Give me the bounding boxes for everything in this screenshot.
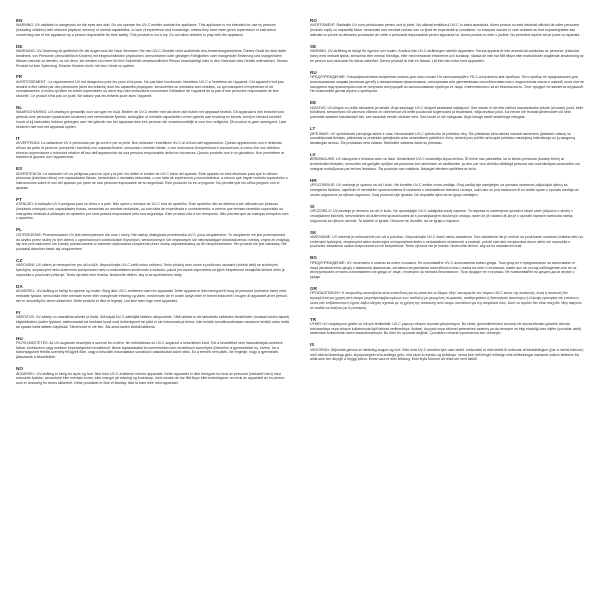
warning-text: AVERTISMENT: Radiațiile UV sunt periculoase pentru ochi și piele. Nu utilizați emițătorul UV-C în afara aparatului. Acest produs nu este destinat utilizării de către persoane (inclusiv copii) cu capacități fizice, senzoriale sau mentale reduse sau cu lipsă de experiență și cunoștințe, cu excepția cazului în care acestea au fost supravegheate sau instruite cu privire la utilizarea produsului de către o persoană responsabilă pentru siguranța lor. Acest produs nu este o jucărie. Nu permiteți copiilor să se joace cu aparatul.	[310, 23, 581, 37]
language-code: ES	[16, 166, 23, 172]
language-code: EN	[16, 18, 23, 23]
warning-block-ee	[310, 100, 584, 120]
language-code: SI	[310, 203, 315, 209]
language-code: NL	[16, 105, 23, 111]
warning-text: WAARSCHUWING: UV-straling is gevaarlijk voor uw ogen en huid. Bedien de UV-C emitter niet als deze zich buiten het apparaat bevindt. Dit apparaat is niet bedoeld voor gebruik door personen (waaronder kinderen) met verminderde fysieke, zintuiglijke of mentale capaciteiten of een gebrek aan ervaring en kennis, tenzij er iemand toezicht houdt of zij instructies hebben gekregen over het gebruik van het apparaat door een persoon die verantwoordelijk is voor hun veiligheid. Dit product is geen speelgoed. Laat kinderen niet met het apparaat spelen.	[16, 110, 286, 129]
language-code: PT	[16, 196, 22, 202]
language-code: LT	[310, 126, 316, 132]
language-code: FR	[16, 74, 23, 80]
warning-text: HOIATUS: UV-kiirgus on ohtlik silmadele ja nahale. Ärge kasutage UV-C kiirgurit seadmest väljaspool. See seade ei ole ette nähtud kasutamiseks isikute (sh laste) poolt, kelle füüsilised, sensoorsed või vaimsed võimed on vähenenud või kellel puuduvad kogemused ja teadmised, välja arvatud juhul, kui nende üle teostab järelevalvet või neid juhendab seadme kasutamisel isik, kes vastutab nende ohutuse eest. See toode ei ole mänguasi. Ärge lubage lastel seadmega mängida.	[310, 105, 584, 120]
language-code: TR	[310, 316, 317, 322]
warning-text: WARNUNG: UV-Strahlung ist gefährlich für die Augen und die Haut. Benutzen Sie den UV-C-Strahler nicht außerhalb des Anwendungsbereichs. Dieses Gerät ist nicht dafür bestimmt, von Personen (einschließlich Kindern) mit eingeschränkten physischen, sensorischen oder geistigen Fähigkeiten oder mangelnder Erfahrung und mangelndem Wissen benutzt zu werden, es sei denn, sie werden von einer für ihre Sicherheit verantwortlichen Person beaufsichtigt oder in den Gebrauch des Geräts unterwiesen. Dieses Produkt ist kein Spielzeug. Erlaube Kindern nicht, mit dem Gerät zu spielen.	[16, 49, 288, 68]
warning-text: AVVERTENZA: La radiazione UV è pericolosa per gli occhi e per la pelle. Non utilizzare l’emettitore UV-C al di fuori dell’apparecchio. Questo apparecchio non è destinato all’uso da parte di persone (compresi i bambini) con capacità fisiche, sensoriali o mentali ridotte, o con mancanza di esperienza e conoscenza, a meno che non abbiano ricevuto supervisione o istruzioni relative all’uso dell’apparecchio da una persona responsabile della loro sicurezza. Questo prodotto non è un giocattolo. Non permettere ai bambini di giocare con l’apparecchio.	[16, 141, 285, 160]
warning-text: VIÐVÖRUN: Útfjólublá geislun er hættuleg augum og húð. Ekki nota UV-C sendinn fyrir utan tækið. Þetta tæki er ekki ætlað til notkunar af einstaklingum (þar á meðal börnum) með skerta líkamlega getu, skynjunargetu eða andlega getu, eða skort á reynslu og þekkingu, nema þeir hafi fengið leiðsögn eða leiðbeiningar varðandi notkun tækisins frá aðila sem ber ábyrgð á öryggi þeirra. Þessi vara er ekki leikfang. Ekki leyfa börnum að leika sér með tækið.	[310, 347, 584, 362]
warning-block-gr	[310, 286, 584, 310]
warning-text: VAROVÁNÍ: UV záření je nebezpečné pro oči a kůži. Nepoužívejte UV-C zářič mimo zařízení. Tento přístroj není určen k používání osobami (včetně dětí) se sníženými fyzickými, smyslovými nebo duševními schopnostmi nebo s nedostatkem zkušeností a znalostí, pokud jim osoba odpovědná za jejich bezpečnost nezajistila dohled nebo je nepoučila o používání přístroje. Tento výrobek není hračka. Nedovolte dětem, aby si se spotřebičem hrály.	[16, 263, 285, 277]
warning-text: OSTRZEŻENIE: Promieniowanie UV jest niebezpieczne dla oczu i skóry. Nie należy obsługiwać promiennika UV-C poza urządzeniem. To urządzenie nie jest przeznaczone do użytku przez osoby (w tym dzieci) o ograniczonych zdolnościach fizycznych, sensorycznych lub umysłowych lub nieposiadające doświadczenia i wiedzy, chyba że znajdują się one pod nadzorem lub zostały poinstruowane w zakresie użytkowania urządzenia przez osobę odpowiedzialną za ich bezpieczeństwo. Ten produkt nie jest zabawką. Nie pozwalaj dzieciom bawić się urządzeniem.	[16, 232, 290, 252]
warning-text: ADVARSEL: UV-stråling er farligt for øjnene og huden. Brug ikke UV-C-emitteren uden for apparatet. Dette apparat er ikke beregnet til brug af personer (inklusive børn) med nedsatte fysiske, sensoriske eller mentale evner eller manglende erfaring og viden, medmindre de er under opsyn eller er blevet instrueret i brugen af apparatet af en person, der er ansvarlig for deres sikkerhed. Dette produkt er ikke et legetøj. Lad ikke børn lege med apparatet.	[16, 289, 288, 303]
warning-text: OPOZORILO: UV-sevanje je nevarno za oči in kožo. Ne uporabljajte UV-C oddajnika zunaj naprave. Ta naprava ni namenjena uporabi s strani oseb (vključno z otroki) z zmanjšanimi fizičnimi, senzoričnimi ali duševnimi sposobnostmi ali s pomanjkanjem izkušenj in znanja, razen če jih nadzira ali jim je o uporabi naprave svetovala oseba, odgovorna za njihovo varnost. Ta izdelek ni igrača. Otrokom ne dovolite, da se igrajo z napravo.	[310, 209, 574, 223]
warning-text: ПРЕДУПРЕЖДЕНИЕ: UV лъчението е опасно за очите и кожата. Не използвайте UV-C излъчвателя извън уреда. Този уред не е предназначен за използване от лица (включително деца) с намалени физически, сетивни или умствени способности или с липса на опит и познания, освен ако не са под наблюдение или не са инструктирани относно използването на уреда от лице, отговорно за тяхната безопасност. Този продукт не е играчка. Не позволявайте на децата да си играят с уреда.	[310, 260, 577, 279]
language-code: PL	[16, 227, 22, 233]
warning-block-cz	[16, 258, 290, 278]
warning-block-pl	[16, 227, 290, 251]
warning-block-ru	[310, 70, 584, 94]
language-code: FI	[16, 309, 21, 315]
language-code: SK	[310, 229, 317, 235]
language-code: DA	[16, 283, 23, 289]
warning-text: ΠΡΟΕΙΔΟΠΟΙΗΣΗ: Η υπεριώδης ακτινοβολία είναι επικίνδυνη για τα μάτια και το δέρμα. Μην λειτουργείτε τον πομπό UV-C εκτός της συσκευής. Αυτή η συσκευή δεν προορίζεται για χρήση από άτομα (συμπεριλαμβανομένων των παιδιών) με μειωμένες σωματικές, αισθητηριακές ή διανοητικές ικανότητες ή έλλειψη εμπειρίας και γνώσεων, εκτός εάν επιβλέπονται ή έχουν λάβει οδηγίες σχετικά με τη χρήση της συσκευής από άτομο υπεύθυνο για την ασφάλειά τους. Αυτό το προϊόν δεν είναι παιχνίδι. Μην αφήνετε τα παιδιά να παίζουν με τη συσκευή.	[310, 291, 582, 310]
right-column	[310, 18, 584, 592]
language-code: HR	[310, 177, 317, 183]
language-code: SE	[310, 43, 317, 49]
warning-block-pt	[16, 197, 290, 221]
warning-text: BRĪDINĀJUMS: UV starojums ir bīstams acīm un ādai. Nedarbiniet UV-C izstarotāju ārpus ierīces. Šī ierīce nav paredzēta, lai to lietotu personas (tostarp bērni) ar ierobežotām fiziskām, sensorām vai garīgām spējām vai personas bez pieredzes un zināšanām, ja vien par viņu drošību atbildīgā persona nav nodrošinājusi uzraudzību vai sniegusi norādījumus par ierīces lietošanu. Šis produkts nav rotaļlieta. Neļaujiet bērniem spēlēties ar ierīci.	[310, 157, 580, 171]
warning-block-bg	[310, 255, 584, 279]
left-column	[16, 18, 290, 592]
warning-block-fr	[16, 74, 290, 98]
warning-block-hr	[310, 178, 584, 198]
language-code: BG	[310, 255, 317, 261]
language-code: HU	[16, 335, 23, 341]
warning-text: UPOZORENJE: UV zračenje je opasno za oči i kožu. Ne koristite UV-C emiter izvan uređaja. Ovaj uređaj nije namijenjen za uporabu osobama (uključujući djecu) sa smanjenim fizičkim, osjetilnim ili mentalnim sposobnostima ili osobama s nedostatkom iskustva i znanja, osim ako su pod nadzorom ili su dobile upute o uporabi uređaja od osobe odgovorne za njihovu sigurnost. Ovaj proizvod nije igračka. Ne dopustite djeci da se igraju uređajem.	[310, 183, 579, 197]
language-code: GR	[310, 285, 317, 291]
warning-text: ĮSPĖJIMAS: UV spinduliuotė pavojinga akims ir odai. Nenaudokite UV-C spinduolio už prietaiso ribų. Šis prietaisas nėra skirtas naudoti asmenims (įskaitant vaikus) su sumažėjusiais fiziniais, jutiminiais ar protiniais gebėjimais arba neturintiems patirties ir žinių, nebent juos prižiūri arba apie prietaiso naudojimą instruktuoja už jų saugumą atsakingas asmuo. Šis produktas nėra žaislas. Neleiskite vaikams žaisti su prietaisu.	[310, 131, 576, 146]
warning-text: ADVERTENCIA: La radiación UV es peligrosa para los ojos y la piel. No utilice el emisor de UV-C fuera del aparato. Este aparato no está diseñado para que lo utilicen personas (incluidos niños) con capacidades físicas, sensoriales o mentales reducidas, o con falta de experiencia y conocimientos, a menos que hayan recibido supervisión o instrucciones sobre el uso del aparato por parte de una persona responsable de su seguridad. Este producto no es un juguete. No permita que los niños jueguen con el aparato.	[16, 171, 288, 190]
warning-block-nl	[16, 105, 290, 129]
warning-text: VAROVANIE: UV žiarenie je nebezpečné pre oči a pokožku. Nepoužívajte UV-C žiarič mimo zariadenia. Toto zariadenie nie je určené na používanie osobami (vrátane detí) so zníženými fyzickými, zmyslovými alebo duševnými schopnosťami alebo s nedostatkom skúseností a znalostí, pokiaľ nad nimi nevykonáva dozor alebo ich nepoučila o používaní zariadenia osoba zodpovedná za ich bezpečnosť. Tento výrobok nie je hračka. Nedovoľte deťom, aby sa so zariadením hrali.	[310, 234, 584, 249]
warning-text: ПРЕДУПРЕЖДЕНИЕ: Ультрафиолетовое излучение опасно для глаз и кожи. Не эксплуатируйте УФ-C-излучатель вне прибора. Этот прибор не предназначен для использования лицами (включая детей) с пониженными физическими, сенсорными или умственными способностями или с недостатком опыта и знаний, если они не находятся под присмотром или не получили инструкций по использованию прибора от лица, ответственного за их безопасность. Этот продукт не является игрушкой. Не позволяйте детям играть с прибором.	[310, 75, 585, 94]
warning-block-fi	[16, 310, 290, 330]
warning-block-se	[310, 44, 584, 64]
warning-text: VAROITUS: UV-säteily on vaarallista silmille ja iholle. Älä käytä UV-C-säteilijää laitteen ulkopuolella. Tätä laitetta ei ole tarkoitettu sellaisten henkilöiden (mukaan lukien lapset) käytettäväksi, joiden fyysiset, aistinvaraiset tai henkiset kyvyt ovat heikentyneet tai joilla ei ole kokemusta ja tietoa, ellei heidän turvallisuudestaan vastaava henkilö valvo heitä tai opasta heitä laitteen käytössä. Tämä tuote ei ole lelu. Älä anna lasten leikkiä laitteella.	[16, 315, 290, 329]
warning-text: VARNING: UV-strålning är farligt för ögonen och huden. Använd inte UV-C-strålningen utanför apparaten. Denna apparat är inte avsedd att användas av personer (inklusive barn) med nedsatt fysisk, sensorisk eller mental förmåga, eller med bristande erfarenhet och kunskap, såvida de inte har fått tillsyn eller instruktioner angående användning av en person som ansvarar för deras säkerhet. Denna produkt är inte en leksak. Låt inte barn leka med apparaten.	[310, 49, 584, 63]
warning-block-de	[16, 44, 290, 68]
warning-block-en	[16, 18, 290, 38]
warning-text: ADVARSEL: UV-stråling er farlig for øyne og hud. Ikke bruk UV-C-emitteren utenfor apparatet. Dette apparatet er ikke beregnet for bruk av personer (inkludert barn) med reduserte fysiske, sensoriske eller mentale evner, eller mangel på erfaring og kunnskap, med mindre de har fått tilsyn eller instruksjoner om bruk av apparatet av en person som er ansvarlig for deres sikkerhet. Dette produktet er ikke et leketøy. Ikke la barn leke med apparatet.	[16, 371, 285, 386]
language-code: NO	[16, 366, 23, 372]
warning-text: AVERTISSEMENT : Le rayonnement UV est dangereux pour les yeux et la peau. Ne pas faire fonctionner l’émetteur UV-C à l’extérieur de l’appareil. Cet appareil n’est pas destiné à être utilisé par des personnes (dont les enfants) dont les capacités physiques, sensorielles ou mentales sont réduites, ou qui manquent d’expérience et de connaissances, à moins qu’elles ne soient supervisées ou aient reçu des instructions concernant l’utilisation de l’appareil de la part d’une personne responsable de leur sécurité. Ce produit n’est pas un jouet. Ne laissez pas les enfants jouer avec l’appareil.	[16, 79, 284, 99]
language-code: IT	[16, 135, 21, 141]
language-code: CZ	[16, 258, 23, 263]
language-code: IS	[310, 342, 315, 348]
warning-block-sk	[310, 230, 584, 250]
language-code: DE	[16, 43, 23, 49]
warning-block-no	[16, 366, 290, 386]
language-code: RU	[310, 69, 317, 75]
warning-text: FIGYELMEZTETÉS: Az UV-sugárzás veszélyes a szemre és a bőrre. Ne működtesse az UV-C sugárzót a készüléken kívül. Ezt a készüléket nem használhatják csökkent fizikai, érzékszervi vagy szellemi képességekkel rendelkező, illetve tapasztalattal és ismeretekkel nem rendelkező személyek (beleértve a gyermekeket is), kivéve, ha a biztonságukért felelős személy felügyeli őket, vagy a készülék használatára vonatkozó utasításokat adott nekik. Ez a termék nem játék. Ne engedje, hogy a gyermekek játsszanak a készülékkel.	[16, 340, 283, 360]
warning-block-si	[310, 204, 584, 224]
language-code: EE	[310, 100, 317, 106]
warning-text: WARNING: UV radiation is dangerous for the eyes and skin. Do not operate the UV-C emitter outside the appliance. This appliance is not intended for use by persons (including children) with reduced physical, sensory or mental capabilities, or lack of experience and knowledge, unless they have been given supervision or instruction concerning use of the appliance by a person responsible for their safety. This product is not a toy. Do not allow children to play with the appliance.	[16, 23, 277, 37]
warning-block-hu	[16, 336, 290, 360]
warning-block-lt	[310, 126, 584, 146]
warning-block-it	[16, 136, 290, 160]
warning-block-da	[16, 284, 290, 304]
warning-block-tr	[310, 317, 584, 337]
warning-text: UYARI: UV radyasyonu gözler ve cilt için tehlikelidir. UV-C yayıcıyı cihazın dışında çalıştırmayın. Bu cihaz, güvenliklerinden sorumlu bir kişi tarafından gözetim altında tutulmadıkça veya cihazın kullanımıyla ilgili talimat verilmedikçe, fiziksel, duyusal veya zihinsel yetenekleri azalmış ya da deneyim ve bilgi eksikliği olan kişiler (çocuklar dahil) tarafından kullanılmak üzere tasarlanmamıştır. Bu ürün bir oyuncak değildir. Çocukların cihazla oynamasına izin vermeyin.	[310, 321, 582, 336]
warning-block-es	[16, 166, 290, 190]
warning-block-is	[310, 342, 584, 362]
language-code: LV	[310, 151, 316, 157]
warning-block-ro	[310, 18, 584, 38]
warning-text: ATENÇÃO: A radiação UV é perigosa para os olhos e a pele. Não opere o emissor de UV-C fora do aparelho. Este aparelho não se destina a ser utilizado por pessoas (incluindo crianças) com capacidades físicas, sensoriais ou mentais reduzidas, ou com falta de experiência e conhecimento, a menos que tenham recebido supervisão ou instruções relativas à utilização do aparelho por uma pessoa responsável pela sua segurança. Este produto não é um brinquedo. Não permita que as crianças brinquem com o aparelho.	[16, 202, 289, 221]
warning-block-lv	[310, 152, 584, 172]
language-code: RO	[310, 18, 317, 23]
